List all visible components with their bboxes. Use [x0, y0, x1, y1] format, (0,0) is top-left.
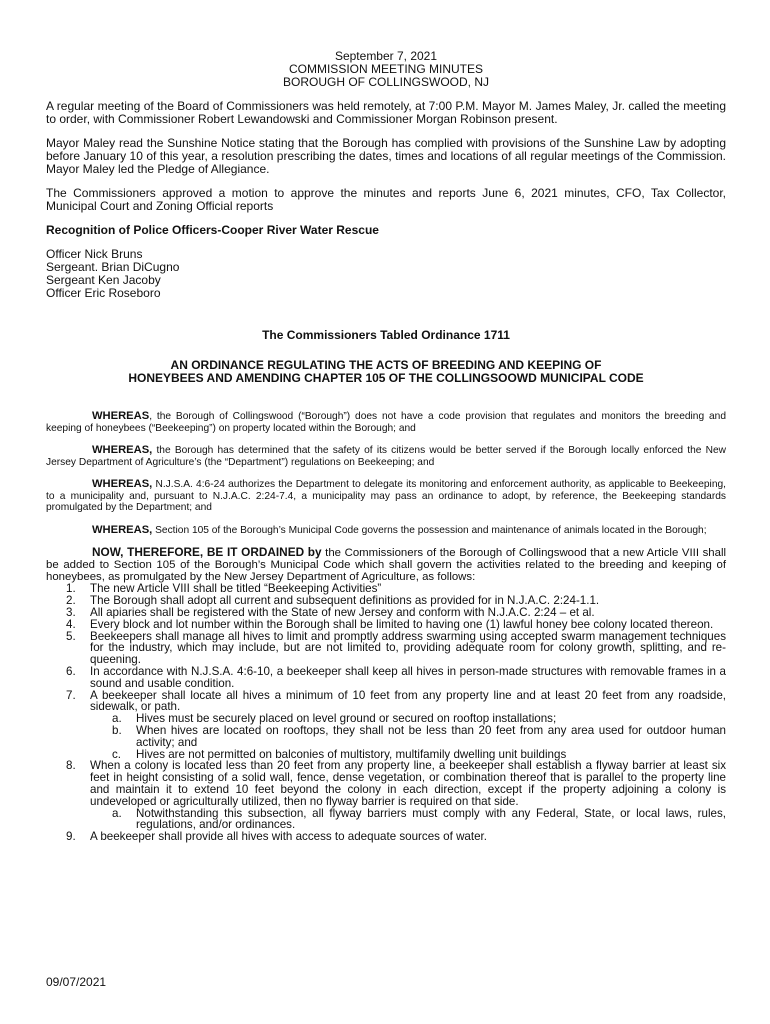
paragraph-sunshine: Mayor Maley read the Sunshine Notice stating that the Borough has complied with provisions of the Sunshine Law by adopting before January 10 of this year, a resolution prescribing the dates, times and locations of all regular meetings of the Commission. Mayor Maley led the Pledge of Allegiance.	[46, 136, 726, 176]
list-item: 8. When a colony is located less than 20 feet from any property line, a beekeeper shall establish a flyway barrier at least six feet in height consisting of a solid wall, fence, dense vegetation, or combination thereof that is parallel to the property line and maintain it to extend 10 feet beyond the colony in each direction, except if the property adjoining a colony is undeveloped or agriculturally utilized, then no flyway barrier is required on that side.	[66, 759, 726, 808]
list-item: 1. The new Article VIII shall be titled “Beekeeping Activities”	[66, 582, 382, 596]
list-item: 9. A beekeeper shall provide all hives with access to adequate sources of water.	[66, 830, 487, 844]
whereas-clause: WHEREAS, N.J.S.A. 4:6-24 authorizes the Department to delegate its monitoring and enforcement authority, as applicable to Beekeeping, to a municipality and, pursuant to N.J.A.C. 2:24-7.4, a municipality may pass an ordinance to adopt, by reference, the Beekeeping standards promulgated by the Department; and	[46, 478, 726, 513]
officer-name: Officer Eric Roseboro	[46, 286, 161, 300]
recognition-heading: Recognition of Police Officers-Cooper River Water Rescue	[46, 223, 379, 237]
ordinance-title-line2: HONEYBEES AND AMENDING CHAPTER 105 OF THE COLLINGSOOWD MUNICIPAL CODE	[128, 371, 644, 385]
sub-list-item: b. When hives are located on rooftops, they shall not be less than 20 feet from any area used for outdoor human activity; and	[112, 723, 726, 749]
whereas-clause: WHEREAS, Section 105 of the Borough’s Municipal Code governs the possession and maintenance of animals located in the Borough;	[92, 523, 707, 536]
ordinance-title-line1: AN ORDINANCE REGULATING THE ACTS OF BREEDING AND KEEPING OF	[170, 358, 602, 372]
borough-name: BOROUGH OF COLLINGSWOOD, NJ	[282, 75, 489, 89]
list-item: 4. Every block and lot number within the Borough shall be limited to having one (1) lawful honey bee colony located thereon.	[66, 617, 714, 631]
list-item: 5. Beekeepers shall manage all hives to limit and promptly address swarming using accepted swarm management techniques for the industry, which may include, but are not limited to, providing adequate room for colony growth, splitting, and re-queening.	[66, 629, 726, 667]
header	[46, 50, 726, 89]
officer-name: Officer Nick Bruns	[46, 247, 143, 261]
ordinance-items	[46, 583, 726, 843]
ordained-clause: NOW, THEREFORE, BE IT ORDAINED by the Commissioners of the Borough of Collingswood that a new Article VIII shall be added to Section 105 of the Borough’s Municipal Code which shall govern the activities related to the breeding and keeping of honeybees, as promulgated by the New Jersey Department of Agriculture, as follows:	[46, 545, 727, 583]
officer-name: Sergeant. Brian DiCugno	[46, 260, 180, 274]
meeting-date: September 7, 2021	[334, 49, 438, 63]
sub-list-item: c. Hives are not permitted on balconies of multistory, multifamily dwelling unit buildings	[112, 747, 567, 761]
list-item: 3. All apiaries shall be registered with the State of new Jersey and conform with N.J.A.C. 2:24 – et al.	[66, 605, 595, 619]
list-item: 6. In accordance with N.J.S.A. 4:6-10, a beekeeper shall keep all hives in person-made structures with removable frames in a sound and usable condition.	[66, 664, 726, 690]
paragraph-approval: The Commissioners approved a motion to approve the minutes and reports June 6, 2021 minutes, CFO, Tax Collector, Municipal Court and Zoning Official reports	[46, 186, 726, 213]
list-item: 2. The Borough shall adopt all current and subsequent definitions as provided for in N.J.A.C. 2:24-1.1.	[66, 594, 600, 608]
whereas-clause: WHEREAS, the Borough of Collingswood (“Borough”) does not have a code provision that regulates and monitors the breeding and keeping of honeybees (“Beekeeping”) on property located within the Borough; and	[46, 410, 726, 434]
sub-list-item: a. Notwithstanding this subsection, all flyway barriers must comply with any Federal, State, or local laws, rules, regulations, and/or ordinances.	[112, 806, 726, 832]
paragraph-opening: A regular meeting of the Board of Commissioners was held remotely, at 7:00 P.M. Mayor M. James Maley, Jr. called the meeting to order, with Commissioner Robert Lewandowski and Commissioner Morgan Robinson present.	[46, 99, 726, 126]
document-page	[46, 50, 726, 843]
ordinance-title	[46, 359, 726, 385]
document-title: COMMISSION MEETING MINUTES	[288, 62, 483, 76]
list-item: 7. A beekeeper shall locate all hives a minimum of 10 feet from any property line and at least 20 feet from any roadside, sidewalk, or path.	[66, 688, 726, 714]
whereas-clause: WHEREAS, the Borough has determined that the safety of its citizens would be better served if the Borough locally enforced the New Jersey Department of Agriculture’s (the “Department”) regulations on Beekeeping; and	[46, 444, 726, 468]
officer-name: Sergeant Ken Jacoby	[46, 273, 161, 287]
footer-date: 09/07/2021	[46, 975, 107, 989]
officer-list	[46, 248, 726, 300]
sub-list-item: a. Hives must be securely placed on level ground or secured on rooftop installations;	[112, 712, 557, 726]
tabled-ordinance: The Commissioners Tabled Ordinance 1711	[262, 328, 510, 342]
